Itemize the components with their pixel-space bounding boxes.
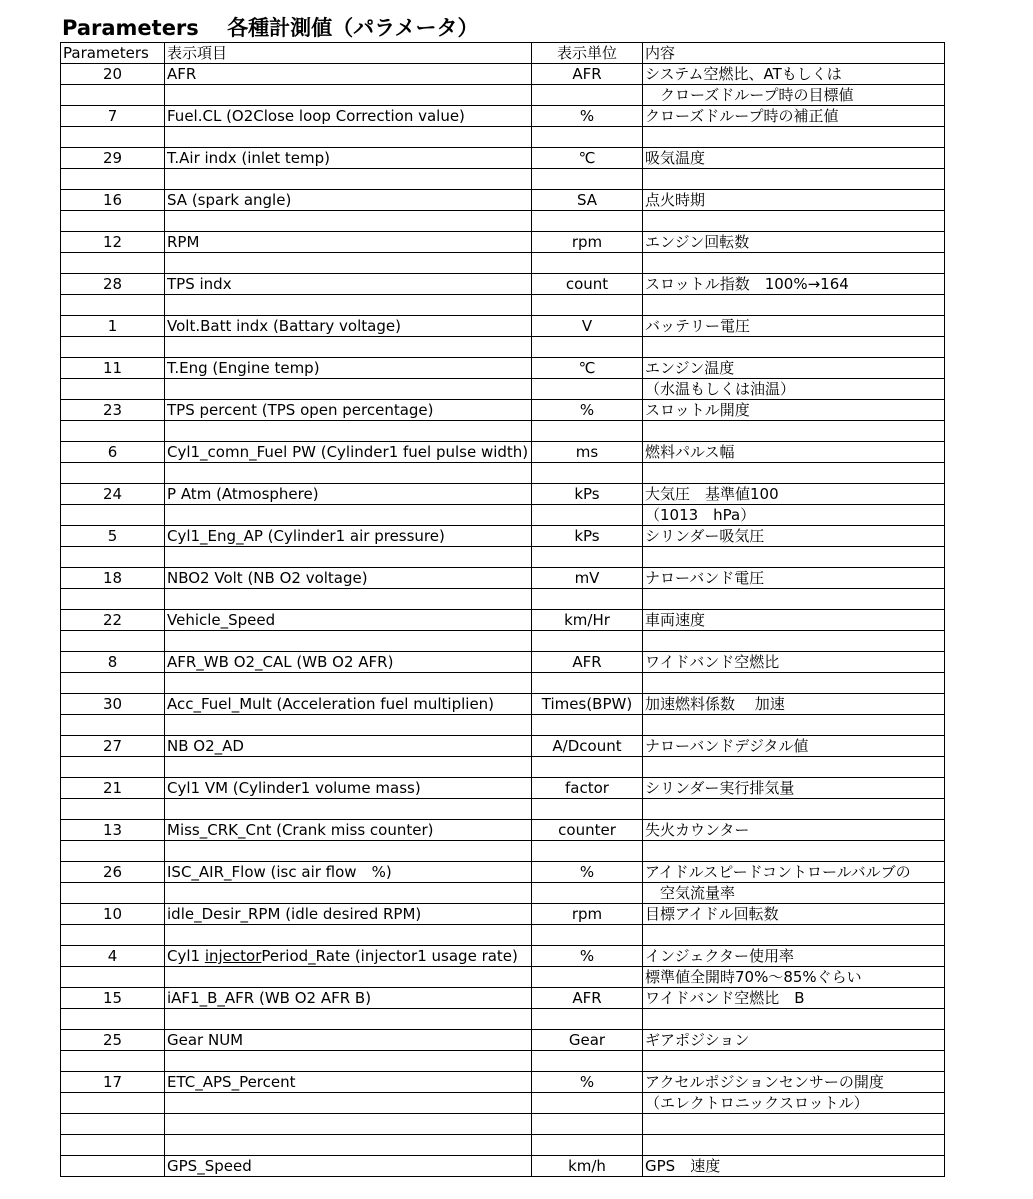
parameter-description: 燃料パルス幅: [643, 442, 945, 463]
parameter-name: TPS indx: [165, 274, 532, 295]
parameter-unit: [532, 295, 643, 316]
table-row: [61, 715, 945, 736]
parameter-unit: Times(BPW): [532, 694, 643, 715]
parameter-description: 大気圧 基準値100: [643, 484, 945, 505]
parameter-unit: ms: [532, 442, 643, 463]
table-row: [61, 295, 945, 316]
parameter-id: [61, 1051, 165, 1072]
parameter-name: ETC_APS_Percent: [165, 1072, 532, 1093]
parameter-id: 22: [61, 610, 165, 631]
parameter-name: [165, 1135, 532, 1156]
parameter-name: Cyl1_Eng_AP (Cylinder1 air pressure): [165, 526, 532, 547]
parameter-unit: counter: [532, 820, 643, 841]
table-row: [61, 946, 945, 967]
table-row: [61, 505, 945, 526]
parameter-id: 6: [61, 442, 165, 463]
parameter-id: [61, 211, 165, 232]
header-display-item: 表示項目: [165, 43, 532, 64]
parameter-id: [61, 589, 165, 610]
table-row: [61, 463, 945, 484]
parameter-id: 16: [61, 190, 165, 211]
parameter-description: （水温もしくは油温）: [643, 379, 945, 400]
parameter-unit: A/Dcount: [532, 736, 643, 757]
parameter-name: [165, 337, 532, 358]
parameter-unit: [532, 841, 643, 862]
parameter-unit: [532, 421, 643, 442]
parameter-id: 13: [61, 820, 165, 841]
table-row: [61, 337, 945, 358]
parameter-name: [165, 673, 532, 694]
parameter-unit: [532, 1114, 643, 1135]
parameter-name: T.Air indx (inlet temp): [165, 148, 532, 169]
parameter-id: [61, 1114, 165, 1135]
parameter-name: idle_Desir_RPM (idle desired RPM): [165, 904, 532, 925]
table-row: [61, 1051, 945, 1072]
parameter-description: （エレクトロニックスロットル）: [643, 1093, 945, 1114]
parameter-id: [61, 757, 165, 778]
parameter-id: 28: [61, 274, 165, 295]
table-row: [61, 736, 945, 757]
parameter-id: [61, 799, 165, 820]
table-row: [61, 1135, 945, 1156]
parameter-name: AFR_WB O2_CAL (WB O2 AFR): [165, 652, 532, 673]
parameter-name: [165, 589, 532, 610]
parameter-unit: rpm: [532, 904, 643, 925]
parameter-id: 23: [61, 400, 165, 421]
parameter-name: [165, 505, 532, 526]
parameter-name: [165, 925, 532, 946]
header-display-unit: 表示単位: [532, 43, 643, 64]
parameter-id: 24: [61, 484, 165, 505]
table-row: [61, 379, 945, 400]
parameter-id: 17: [61, 1072, 165, 1093]
parameter-description: ギアポジション: [643, 1030, 945, 1051]
parameter-name: Gear NUM: [165, 1030, 532, 1051]
parameter-description: シリンダー実行排気量: [643, 778, 945, 799]
parameter-id: [61, 421, 165, 442]
table-row: [61, 526, 945, 547]
parameter-description: ナローバンドデジタル値: [643, 736, 945, 757]
table-row: [61, 757, 945, 778]
parameter-id: [61, 631, 165, 652]
parameter-description: バッテリー電圧: [643, 316, 945, 337]
parameter-description: スロットル開度: [643, 400, 945, 421]
parameter-unit: %: [532, 946, 643, 967]
parameter-description: 点火時期: [643, 190, 945, 211]
parameter-id: [61, 715, 165, 736]
parameter-id: [61, 379, 165, 400]
parameter-unit: [532, 1051, 643, 1072]
parameter-id: [61, 85, 165, 106]
parameter-name: [165, 547, 532, 568]
parameter-name: [165, 295, 532, 316]
parameter-name: [165, 883, 532, 904]
table-row: [61, 883, 945, 904]
parameter-description: GPS 速度: [643, 1156, 945, 1177]
parameter-unit: km/h: [532, 1156, 643, 1177]
parameter-description: [643, 589, 945, 610]
parameter-description: インジェクター使用率: [643, 946, 945, 967]
parameter-name: [165, 799, 532, 820]
parameter-unit: mV: [532, 568, 643, 589]
parameter-id: [61, 505, 165, 526]
parameter-name: NB O2_AD: [165, 736, 532, 757]
parameter-description: [643, 169, 945, 190]
table-row: [61, 988, 945, 1009]
parameter-id: [61, 169, 165, 190]
parameter-description: ワイドバンド空燃比: [643, 652, 945, 673]
parameter-name: [165, 1051, 532, 1072]
parameter-description: 加速燃料係数 加速: [643, 694, 945, 715]
parameter-unit: [532, 253, 643, 274]
parameter-unit: [532, 169, 643, 190]
parameter-name: P Atm (Atmosphere): [165, 484, 532, 505]
table-row: [61, 631, 945, 652]
parameter-unit: [532, 463, 643, 484]
table-row: [61, 316, 945, 337]
parameter-name: [165, 127, 532, 148]
parameter-description: （1013 hPa）: [643, 505, 945, 526]
parameter-description: [643, 463, 945, 484]
parameter-unit: Gear: [532, 1030, 643, 1051]
parameter-unit: V: [532, 316, 643, 337]
parameter-description: アイドルスピードコントロールバルブの: [643, 862, 945, 883]
table-row: [61, 274, 945, 295]
parameter-description: エンジン温度: [643, 358, 945, 379]
parameter-unit: factor: [532, 778, 643, 799]
table-row: [61, 421, 945, 442]
parameter-unit: [532, 547, 643, 568]
parameter-id: 26: [61, 862, 165, 883]
parameter-id: [61, 841, 165, 862]
parameter-unit: [532, 925, 643, 946]
parameter-name: [165, 253, 532, 274]
parameter-id: 7: [61, 106, 165, 127]
parameter-name: [165, 379, 532, 400]
table-row: [61, 547, 945, 568]
table-row: [61, 610, 945, 631]
parameter-unit: SA: [532, 190, 643, 211]
parameter-unit: [532, 967, 643, 988]
parameter-id: 27: [61, 736, 165, 757]
parameter-id: 5: [61, 526, 165, 547]
parameter-id: 12: [61, 232, 165, 253]
parameter-name: TPS percent (TPS open percentage): [165, 400, 532, 421]
parameter-description: [643, 127, 945, 148]
parameter-name: [165, 757, 532, 778]
table-row: [61, 799, 945, 820]
parameter-description: [643, 337, 945, 358]
parameter-description: [643, 421, 945, 442]
parameter-description: [643, 631, 945, 652]
parameter-description: [643, 1135, 945, 1156]
parameter-name: [165, 85, 532, 106]
parameter-unit: [532, 673, 643, 694]
parameter-unit: ℃: [532, 148, 643, 169]
parameter-id: [61, 463, 165, 484]
parameter-name: [165, 1114, 532, 1135]
table-row: [61, 673, 945, 694]
parameter-description: [643, 295, 945, 316]
table-row: [61, 232, 945, 253]
table-row: [61, 967, 945, 988]
parameter-name: [165, 1093, 532, 1114]
parameter-name: [165, 715, 532, 736]
table-row: [61, 652, 945, 673]
parameter-id: [61, 1093, 165, 1114]
parameter-id: [61, 883, 165, 904]
parameter-unit: [532, 127, 643, 148]
parameter-unit: %: [532, 862, 643, 883]
parameter-name: Fuel.CL (O2Close loop Correction value): [165, 106, 532, 127]
parameter-description: ナローバンド電圧: [643, 568, 945, 589]
parameter-name: T.Eng (Engine temp): [165, 358, 532, 379]
page-title: Parameters 各種計測値（パラメータ）: [62, 16, 479, 40]
parameter-unit: km/Hr: [532, 610, 643, 631]
table-row: [61, 484, 945, 505]
table-row: [61, 862, 945, 883]
table-row: [61, 106, 945, 127]
parameter-id: [61, 547, 165, 568]
parameter-unit: [532, 757, 643, 778]
parameter-description: シリンダー吸気圧: [643, 526, 945, 547]
table-row: [61, 64, 945, 85]
table-row: [61, 1093, 945, 1114]
parameter-id: [61, 1009, 165, 1030]
parameter-id: 29: [61, 148, 165, 169]
table-row: [61, 1072, 945, 1093]
parameter-name: Cyl1 VM (Cylinder1 volume mass): [165, 778, 532, 799]
parameter-name: [165, 421, 532, 442]
table-header-row: [61, 43, 945, 64]
parameter-id: [61, 337, 165, 358]
parameter-id: [61, 253, 165, 274]
parameter-unit: [532, 1093, 643, 1114]
parameter-name: [165, 631, 532, 652]
parameter-unit: [532, 1135, 643, 1156]
parameter-description: クローズドループ時の補正値: [643, 106, 945, 127]
parameter-name: [165, 169, 532, 190]
parameter-unit: count: [532, 274, 643, 295]
parameter-name: RPM: [165, 232, 532, 253]
table-row: [61, 169, 945, 190]
parameter-name: SA (spark angle): [165, 190, 532, 211]
parameter-name: Miss_CRK_Cnt (Crank miss counter): [165, 820, 532, 841]
parameter-name: Volt.Batt indx (Battary voltage): [165, 316, 532, 337]
parameter-id: [61, 1156, 165, 1177]
parameter-description: エンジン回転数: [643, 232, 945, 253]
table-row: [61, 589, 945, 610]
parameter-description: 車両速度: [643, 610, 945, 631]
parameter-name: Vehicle_Speed: [165, 610, 532, 631]
parameter-name: [165, 841, 532, 862]
parameter-id: 21: [61, 778, 165, 799]
parameter-description: ワイドバンド空燃比 B: [643, 988, 945, 1009]
parameter-unit: [532, 631, 643, 652]
parameter-unit: AFR: [532, 64, 643, 85]
table-row: [61, 1030, 945, 1051]
parameter-id: 25: [61, 1030, 165, 1051]
table-row: [61, 1156, 945, 1177]
parameter-description: [643, 799, 945, 820]
parameter-id: [61, 673, 165, 694]
parameter-name: AFR: [165, 64, 532, 85]
parameter-id: [61, 1135, 165, 1156]
parameter-description: [643, 673, 945, 694]
table-row: [61, 904, 945, 925]
parameter-unit: rpm: [532, 232, 643, 253]
table-row: [61, 778, 945, 799]
parameter-id: 11: [61, 358, 165, 379]
parameter-description: 失火カウンター: [643, 820, 945, 841]
parameter-unit: [532, 505, 643, 526]
parameter-unit: [532, 883, 643, 904]
table-row: [61, 568, 945, 589]
parameter-name: GPS_Speed: [165, 1156, 532, 1177]
table-row: [61, 1114, 945, 1135]
parameter-unit: [532, 211, 643, 232]
header-parameters: Parameters: [61, 43, 165, 64]
parameter-id: 1: [61, 316, 165, 337]
parameter-description: スロットル指数 100%→164: [643, 274, 945, 295]
table-row: [61, 442, 945, 463]
parameter-name: Cyl1_comn_Fuel PW (Cylinder1 fuel pulse width): [165, 442, 532, 463]
parameter-description: [643, 253, 945, 274]
parameter-id: 8: [61, 652, 165, 673]
parameter-name: [165, 1009, 532, 1030]
parameters-table: [60, 42, 945, 1177]
parameter-unit: %: [532, 400, 643, 421]
parameter-name: iAF1_B_AFR (WB O2 AFR B): [165, 988, 532, 1009]
parameter-unit: [532, 589, 643, 610]
table-row: [61, 925, 945, 946]
parameter-description: 空気流量率: [643, 883, 945, 904]
parameter-id: 10: [61, 904, 165, 925]
parameter-name: NBO2 Volt (NB O2 voltage): [165, 568, 532, 589]
table-row: [61, 211, 945, 232]
parameter-description: 標準値全開時70%～85%ぐらい: [643, 967, 945, 988]
parameter-id: 18: [61, 568, 165, 589]
parameter-unit: %: [532, 1072, 643, 1093]
parameter-name: [165, 967, 532, 988]
table-row: [61, 190, 945, 211]
table-row: [61, 1009, 945, 1030]
parameter-unit: ℃: [532, 358, 643, 379]
header-description: 内容: [643, 43, 945, 64]
parameter-unit: AFR: [532, 988, 643, 1009]
parameter-unit: kPs: [532, 484, 643, 505]
parameter-description: システム空燃比、ATもしくは: [643, 64, 945, 85]
parameter-unit: [532, 85, 643, 106]
parameter-unit: [532, 379, 643, 400]
parameter-name: ISC_AIR_Flow (isc air flow %): [165, 862, 532, 883]
table-row: [61, 841, 945, 862]
parameter-id: 4: [61, 946, 165, 967]
parameter-description: [643, 547, 945, 568]
parameter-description: [643, 1051, 945, 1072]
parameter-name: [165, 463, 532, 484]
parameter-unit: [532, 1009, 643, 1030]
parameter-description: [643, 1009, 945, 1030]
parameter-id: [61, 127, 165, 148]
parameter-unit: AFR: [532, 652, 643, 673]
table-row: [61, 820, 945, 841]
parameter-unit: kPs: [532, 526, 643, 547]
parameter-id: 20: [61, 64, 165, 85]
parameter-id: 30: [61, 694, 165, 715]
parameter-description: [643, 757, 945, 778]
parameter-id: [61, 925, 165, 946]
table-row: [61, 127, 945, 148]
table-row: [61, 85, 945, 106]
parameter-unit: [532, 715, 643, 736]
parameter-unit: %: [532, 106, 643, 127]
table-row: [61, 400, 945, 421]
table-row: [61, 694, 945, 715]
parameter-name: [165, 211, 532, 232]
parameter-description: [643, 715, 945, 736]
parameter-description: [643, 841, 945, 862]
table-row: [61, 148, 945, 169]
parameter-unit: [532, 799, 643, 820]
table-row: [61, 253, 945, 274]
parameter-description: 吸気温度: [643, 148, 945, 169]
parameter-description: [643, 211, 945, 232]
table-row: [61, 358, 945, 379]
parameter-name: Acc_Fuel_Mult (Acceleration fuel multiplien): [165, 694, 532, 715]
parameter-description: 目標アイドル回転数: [643, 904, 945, 925]
parameter-id: [61, 295, 165, 316]
parameter-description: [643, 1114, 945, 1135]
parameter-unit: [532, 337, 643, 358]
parameter-id: 15: [61, 988, 165, 1009]
parameter-description: アクセルポジションセンサーの開度: [643, 1072, 945, 1093]
parameter-id: [61, 967, 165, 988]
parameter-description: クローズドループ時の目標値: [643, 85, 945, 106]
parameter-description: [643, 925, 945, 946]
parameter-name: Cyl1 injectorPeriod_Rate (injector1 usage rate): [165, 946, 532, 967]
